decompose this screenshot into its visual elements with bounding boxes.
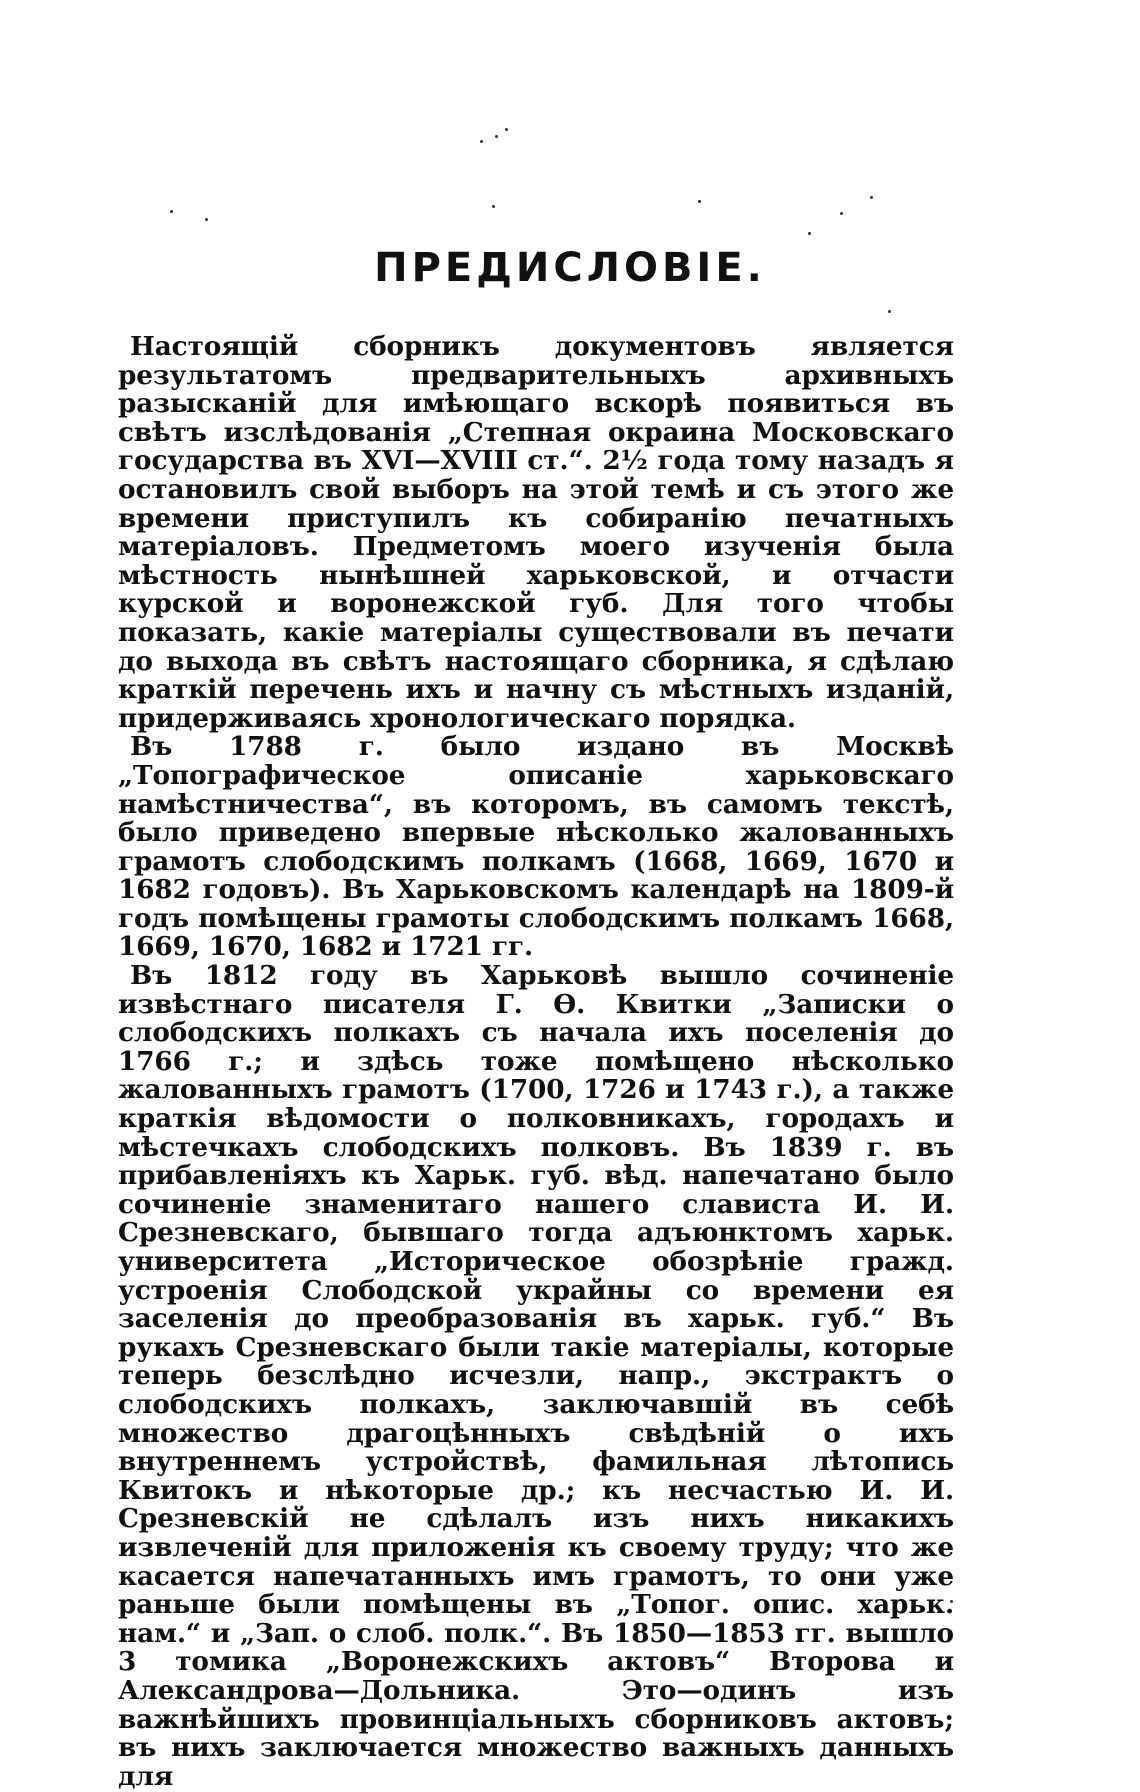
print-speck bbox=[698, 200, 701, 203]
print-speck bbox=[170, 210, 173, 213]
preface-body bbox=[118, 333, 954, 1791]
print-speck bbox=[205, 218, 208, 221]
paragraph: Настоящій сборникъ документовъ является результатомъ предварительныхъ архивныхъ разысканій для имѣющаго вскорѣ появиться въ свѣтъ изслѣдованія „Степная окраина Московскаго государства въ XVI—XVIII ст.“. 2½ года тому назадъ я остановилъ свой выборъ на этой темѣ и съ этого же времени приступилъ къ собиранію печатныхъ матеріаловъ. Предметомъ моего изученія была мѣстность нынѣшней харьковской, и отчасти курской и воронежской губ. Для того чтобы показать, какіе матеріалы существовали въ печати до выхода въ свѣтъ настоящаго сборника, я сдѣлаю краткій перечень ихъ и начну съ мѣстныхъ изданій, придерживаясь хронологическаго порядка. bbox=[118, 331, 954, 734]
paragraph: Въ 1788 г. было издано въ Москвѣ „Топографическое описаніе харьковскаго намѣстничества“, въ которомъ, въ самомъ текстѣ, было приведено впервые нѣсколько жалованныхъ грамотъ слободскимъ полкамъ (1668, 1669, 1670 и 1682 годовъ). Въ Харьковскомъ календарѣ на 1809-й годъ помѣщены грамоты слободскимъ полкамъ 1668, 1669, 1670, 1682 и 1721 гг. bbox=[118, 731, 954, 963]
print-speck bbox=[480, 140, 483, 143]
print-speck bbox=[840, 212, 843, 215]
print-speck bbox=[495, 135, 498, 138]
print-speck bbox=[870, 196, 873, 199]
print-speck bbox=[808, 232, 811, 235]
print-speck bbox=[505, 128, 508, 131]
page-title: ПРЕДИСЛОВІЕ. bbox=[374, 245, 766, 291]
print-speck bbox=[888, 310, 891, 313]
print-speck bbox=[492, 205, 495, 208]
paragraph: Въ 1812 году въ Харьковѣ вышло сочиненіе извѣстнаго писателя Г. Ѳ. Квитки „Записки о слободскихъ полкахъ съ начала ихъ поселенія до 1766 г.; и здѣсь тоже помѣщено нѣсколько жалованныхъ грамотъ (1700, 1726 и 1743 г.), а также краткія вѣдомости о полковникахъ, городахъ и мѣстечкахъ слободскихъ полковъ. Въ 1839 г. въ прибавленіяхъ къ Харьк. губ. вѣд. напечатано было сочиненіе знаменитаго нашего слависта И. И. Срезневскаго, бывшаго тогда адъюнктомъ харьк. университета „Историческое обозрѣніе гражд. устроенія Слободской украйны со времени ея заселенія до преобразованія въ харьк. губ.“ Въ рукахъ Срезневскаго были такіе матеріалы, которые теперь безслѣдно исчезли, напр., экстрактъ о слободскихъ полкахъ, заключавшій въ себѣ множество драгоцѣнныхъ свѣдѣній о ихъ внутреннемъ устройствѣ, фамильная лѣтопись Квитокъ и нѣкоторые др.; къ несчастью И. И. Срезневскій не сдѣлалъ изъ нихъ никакихъ извлеченій для приложенія къ своему труду; что же касается напечатанныхъ имъ грамотъ, то они уже раньше были помѣщены въ „Топог. опис. харьк. нам.“ и „Зап. о слоб. полк.“. Въ 1850—1853 гг. вышло 3 томика „Воронежскихъ актовъ“ Второва и Александрова—Дольника. Это—одинъ изъ важнѣйшихъ провинціальныхъ сборниковъ актовъ; въ нихъ заключается множество важныхъ данныхъ для bbox=[118, 960, 954, 1792]
